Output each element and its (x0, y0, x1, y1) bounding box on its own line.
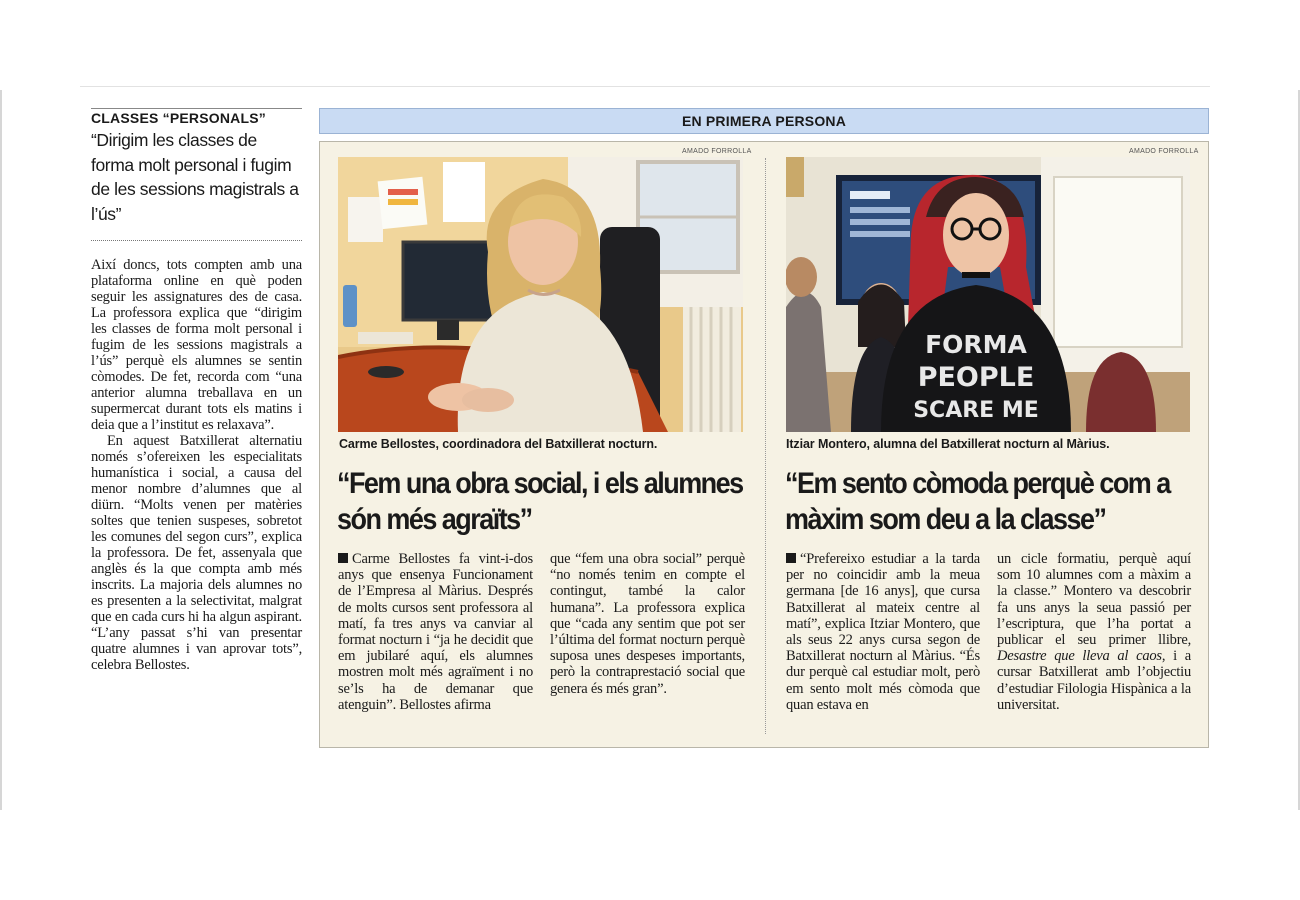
top-rule (91, 108, 302, 109)
headline-story-2 (785, 466, 1170, 538)
caption-story-1: Carme Bellostes, coordinadora del Batxillerat nocturn. (339, 437, 658, 451)
dotted-divider (91, 240, 302, 241)
tshirt-text-line-3: SCARE ME (913, 398, 1039, 423)
pull-quote: “Dirigim les classes de forma molt personal i fugim de les sessions magistrals a l’ús” (91, 130, 299, 224)
photo-carme-illustration (338, 157, 743, 432)
bullet-square-icon (786, 553, 796, 563)
left-column (91, 108, 302, 673)
story-1-text-2: que “fem una obra social” perquè “no només tenim en compte el contingut, també la calor humana”. La professora explica que “cada any sentim que pot ser l’última del format nocturn perquè suposa unes despeses importants, però la contraprestació social que genera és més gran”. (550, 551, 745, 697)
caption-story-2: Itziar Montero, alumna del Batxillerat nocturn al Màrius. (786, 437, 1110, 451)
photo-credit-2: AMADO FORROLLA (1129, 148, 1199, 155)
left-paragraph-2: En aquest Batxillerat alternatiu només s’ofereixen les especialitats humanística i social, a causa del menor nombre d’alumnes que al diürn. “Molts venen per matèries soltes que tenien suspeses, sobretot les comunes del segon curs”, explica la professora. De fet, assenyala que anglès és la que compta amb més inscrits. La majoria dels alumnes no es presenten a la selectivitat, malgrat que en cada curs hi ha algun aspirant. “L’any passat s’hi van presentar quatre alumnes i van aprovar tots”, celebra Bellostes. (91, 433, 302, 673)
story-2-column-2 (997, 551, 1191, 713)
story-1-column-2 (550, 551, 745, 697)
column-separator (765, 158, 766, 734)
story-2-column-1 (786, 551, 980, 713)
cropped-top-strip (80, 86, 1210, 91)
photo-carme-bellostes (338, 157, 743, 432)
photo-itziar-montero (786, 157, 1190, 432)
photo-itziar-illustration (786, 157, 1190, 432)
headline-story-2-line-2: màxim som deu a la classe” (785, 503, 1106, 536)
headline-story-1 (337, 466, 743, 538)
headline-story-1-line-1: “Fem una obra social, i els alumnes (337, 467, 743, 500)
book-title: Desastre que lleva al caos (997, 648, 1162, 665)
tshirt-text-line-2: PEOPLE (917, 362, 1035, 393)
story-2-text-2b: , i a cursar Batxillerat amb l’objectiu d’estudiar Filologia Hispànica a la universitat. (997, 648, 1191, 713)
headline-story-2-line-1: “Em sento còmoda perquè com a (785, 467, 1170, 500)
headline-story-1-line-2: són més agraïts” (337, 503, 532, 536)
story-2-text-1: “Prefereixo estudiar a la tarda per no coincidir amb la meua germana [de 16 anys], que cursa Batxillerat al mateix centre al matí”, explica Itziar Montero, que als seus 22 anys cursa segon de Batxillerat nocturn al Màrius. “És dur perquè cal estudiar molt, però em sento molt més còmoda que quan estava en (786, 551, 980, 713)
photo-credit-1: AMADO FORROLLA (682, 148, 752, 155)
story-1-text-1: Carme Bellostes fa vint-i-dos anys que ensenya Funcionament de l’Empresa al Màrius. Després de molts cursos sent professora al matí, fa tres anys va canviar al format nocturn i “ja he decidit que em jubilaré aquí, els alumnes mostren molt més agraïment i no se’ls ha de demanar que atenguin”. Bellostes afirma (338, 551, 533, 713)
section-kicker: CLASSES “PERSONALS” (91, 110, 266, 126)
tshirt-text-line-1: FORMA (925, 330, 1027, 359)
section-banner: EN PRIMERA PERSONA (319, 108, 1209, 134)
story-1-column-1 (338, 551, 533, 713)
story-2-text-2a: un cicle formatiu, perquè aquí som 10 alumnes com a màxim a la classe.” Montero va descobrir fa uns anys la seua passió per l’escriptura, que l’ha portat a publicar el seu primer llibre, (997, 551, 1191, 649)
left-body-text (91, 257, 302, 673)
left-paragraph-1: Així doncs, tots compten amb una plataforma online en què poden seguir les assignatures des de casa. La professora explica que “dirigim les classes de forma molt personal i fugim de les sessions magistrals a l’ús” perquè els alumnes se sentin còmodes. De fet, recorda com “una anterior alumna treballava en un supermercat durant tots els matins i deia que a l’institut es relaxava”. (91, 257, 302, 433)
page-edge-left (0, 90, 2, 810)
bullet-square-icon (338, 553, 348, 563)
